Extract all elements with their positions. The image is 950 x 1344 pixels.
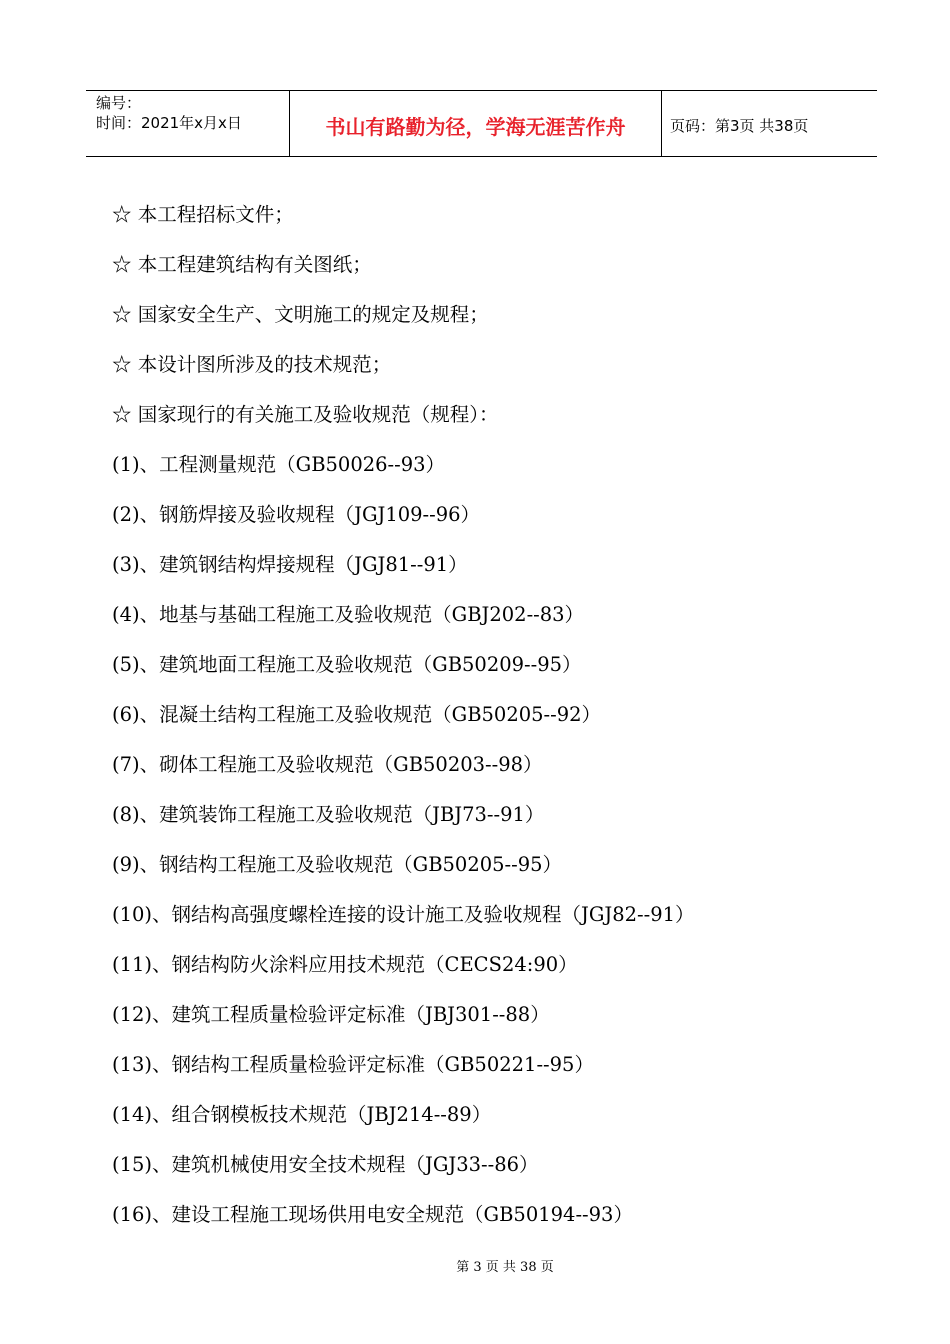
list-item: (10)、钢结构高强度螺栓连接的设计施工及验收规程（JGJ82--91）: [112, 903, 695, 926]
list-item: (9)、钢结构工程施工及验收规范（GB50205--95）: [112, 853, 563, 876]
header-motto: 书山有路勤为径，学海无涯苦作舟: [289, 91, 662, 156]
header-meta: [86, 91, 289, 156]
page-header: [86, 90, 877, 157]
list-item: (4)、地基与基础工程施工及验收规范（GBJ202--83）: [112, 603, 585, 626]
serial-number: 编号：: [96, 94, 142, 112]
list-item: (7)、砌体工程施工及验收规范（GB50203--98）: [112, 753, 543, 776]
list-item: (6)、混凝土结构工程施工及验收规范（GB50205--92）: [112, 703, 602, 726]
list-item: (2)、钢筋焊接及验收规程（JGJ109--96）: [112, 503, 481, 526]
list-item: (3)、建筑钢结构焊接规程（JGJ81--91）: [112, 553, 468, 576]
list-item: (15)、建筑机械使用安全技术规程（JGJ33--86）: [112, 1153, 539, 1176]
list-item: ☆ 国家安全生产、文明施工的规定及规程；: [112, 303, 489, 326]
list-item: (13)、钢结构工程质量检验评定标准（GB50221--95）: [112, 1053, 594, 1076]
page-footer: 第 3 页 共 38 页: [456, 1260, 554, 1275]
list-item: (1)、工程测量规范（GB50026--93）: [112, 453, 446, 476]
list-item: (8)、建筑装饰工程施工及验收规范（JBJ73--91）: [112, 803, 545, 826]
list-item: ☆ 国家现行的有关施工及验收规范（规程）：: [112, 403, 499, 426]
list-item: (5)、建筑地面工程施工及验收规范（GB50209--95）: [112, 653, 582, 676]
list-item: (14)、组合钢模板技术规范（JBJ214--89）: [112, 1103, 492, 1126]
list-item: (12)、建筑工程质量检验评定标准（JBJ301--88）: [112, 1003, 550, 1026]
list-item: ☆ 本工程建筑结构有关图纸；: [112, 253, 372, 276]
date-line: 时间：2021年x月x日: [96, 114, 242, 132]
list-item: (11)、钢结构防火涂料应用技术规范（CECS24:90）: [112, 953, 578, 976]
header-page-info: 页码：第3页 共38页: [670, 117, 809, 135]
document-body: [112, 190, 892, 1240]
list-item: ☆ 本设计图所涉及的技术规范；: [112, 353, 392, 376]
list-item: ☆ 本工程招标文件；: [112, 203, 294, 226]
list-item: (16)、建设工程施工现场供用电安全规范（GB50194--93）: [112, 1203, 633, 1226]
